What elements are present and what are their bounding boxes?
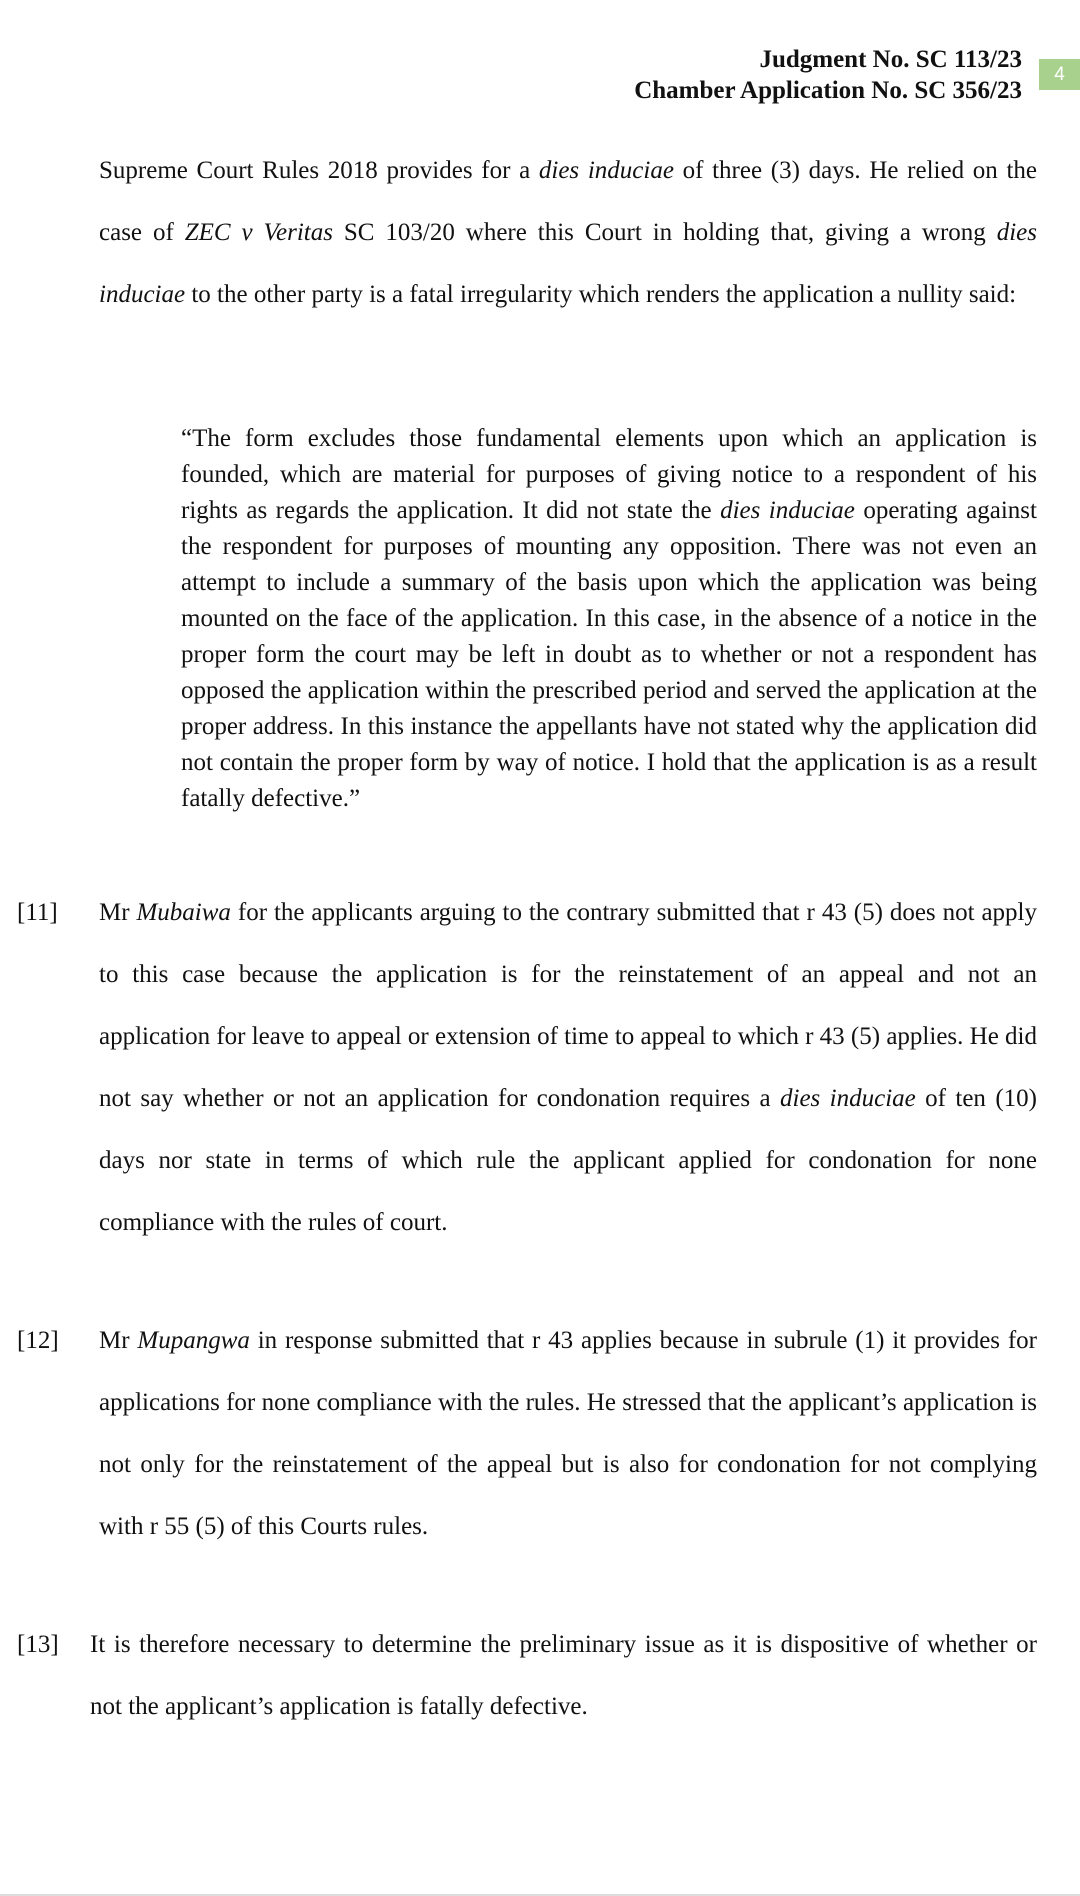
intro-text-2: of three (3) days. He relied on the case of: [99, 157, 1037, 246]
paragraph-11: [17, 882, 1037, 1254]
intro-text-3: SC 103/20 where this Court in holding that, giving a wrong: [332, 219, 997, 246]
quote-text-2: operating against the respondent for purposes of mounting any opposition. There was not even an attempt to include a summary of the basis upon which the application was being mounted on the face of the application. In this case, in the absence of a notice in the proper form the court may be left in doubt as to whether or not a respondent has opposed the application within the prescribed period and served the application at the proper address. In this instance the appellants have not stated why the application did not contain the proper form by way of notice. I hold that the application is as a result fatally defective.”: [181, 497, 1037, 812]
intro-text-1: Supreme Court Rules 2018 provides for a: [99, 157, 539, 184]
document-header: [634, 44, 1022, 106]
paragraph-number-11: [11]: [17, 899, 58, 926]
quote-text-1: “The form excludes those fundamental elements upon which an application is founded, which are material for purposes of giving notice to a respondent of his rights as regards the application. It did not state the: [181, 425, 1037, 524]
p11-text-2: for the applicants arguing to the contrary submitted that r 43 (5) does not apply to this case because the application is for the reinstatement of an appeal and not an application for leave to appeal or extension of time to appeal to which r 43 (5) applies. He did not say whether or not an application for condonation requires a: [99, 899, 1037, 1112]
intro-italic-3: dies induciae: [99, 219, 1037, 308]
p11-italic-1: Mubaiwa: [136, 899, 231, 926]
intro-paragraph: [99, 140, 1037, 326]
page-number-badge: 4: [1039, 59, 1080, 90]
intro-text-4: to the other party is a fatal irregularity which renders the application a nullity said:: [185, 281, 1017, 308]
paragraph-number-13: [13]: [17, 1631, 59, 1658]
p12-italic-1: Mupangwa: [137, 1327, 250, 1354]
judgment-number: Judgment No. SC 113/23: [759, 46, 1022, 73]
paragraph-12: [17, 1310, 1037, 1558]
p13-text-1: It is therefore necessary to determine the preliminary issue as it is dispositive of whether or not the applicant’s application is fatally defective.: [90, 1631, 1037, 1720]
intro-italic-1: dies induciae: [538, 157, 674, 184]
p11-text-3: of ten (10) days nor state in terms of which rule the applicant applied for condonation for none compliance with the rules of court.: [99, 1085, 1037, 1236]
p11-italic-2: dies induciae: [780, 1085, 916, 1112]
application-number: Chamber Application No. SC 356/23: [634, 77, 1022, 104]
p12-text-2: in response submitted that r 43 applies because in subrule (1) it provides for applications for none compliance with the rules. He stressed that the applicant’s application is not only for the reinstatement of the appeal but is also for condonation for not complying with r 55 (5) of this Courts rules.: [99, 1327, 1037, 1540]
block-quote: [181, 421, 1037, 817]
paragraph-number-12: [12]: [17, 1327, 59, 1354]
p11-text-1: Mr: [99, 899, 137, 926]
quote-italic-1: dies induciae: [720, 497, 855, 524]
p12-text-1: Mr: [99, 1327, 138, 1354]
intro-italic-2: ZEC v Veritas: [184, 219, 333, 246]
paragraph-13: [17, 1614, 1037, 1738]
